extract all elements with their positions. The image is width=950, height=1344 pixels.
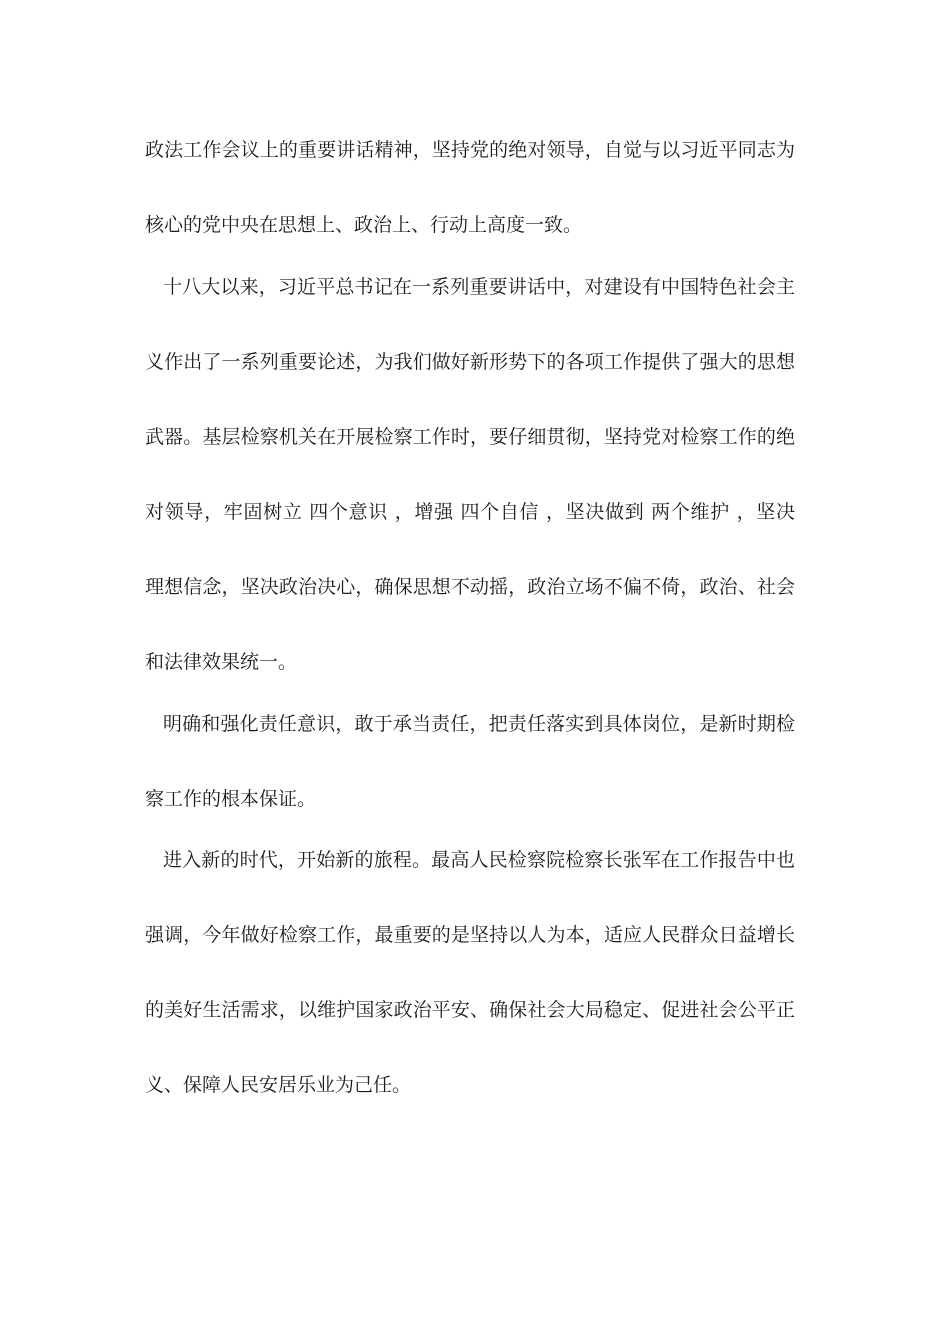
paragraph-start-line: 进入新的时代，开始新的旅程。最高人民检察院检察长张军在工作报告中也 [163,849,795,871]
text-line: 政法工作会议上的重要讲话精神，坚持党的绝对领导，自觉与以习近平同志为 [145,139,795,161]
text-line: 对领导，牢固树立 四个意识 ，增强 四个自信 ，坚决做到 两个维护 ，坚决 [145,501,795,523]
text-line: 义作出了一系列重要论述，为我们做好新形势下的各项工作提供了强大的思想 [145,351,795,373]
paragraph-start-line: 明确和强化责任意识，敢于承当责任，把责任落实到具体岗位，是新时期检 [163,713,795,735]
text-line: 和法律效果统一。 [145,651,298,673]
text-line: 义、保障人民安居乐业为己任。 [145,1074,412,1096]
text-line: 察工作的根本保证。 [145,788,317,810]
text-line: 强调，今年做好检察工作，最重要的是坚持以人为本，适应人民群众日益增长 [145,924,795,946]
text-line: 理想信念，坚决政治决心，确保思想不动摇，政治立场不偏不倚，政治、社会 [145,576,795,598]
text-line: 的美好生活需求，以维护国家政治平安、确保社会大局稳定、促进社会公平正 [145,999,795,1021]
paragraph-start-line: 十八大以来，习近平总书记在一系列重要讲话中，对建设有中国特色社会主 [163,276,795,298]
text-line: 武器。基层检察机关在开展检察工作时，要仔细贯彻，坚持党对检察工作的绝 [145,426,795,448]
text-line: 核心的党中央在思想上、政治上、行动上高度一致。 [145,214,583,236]
